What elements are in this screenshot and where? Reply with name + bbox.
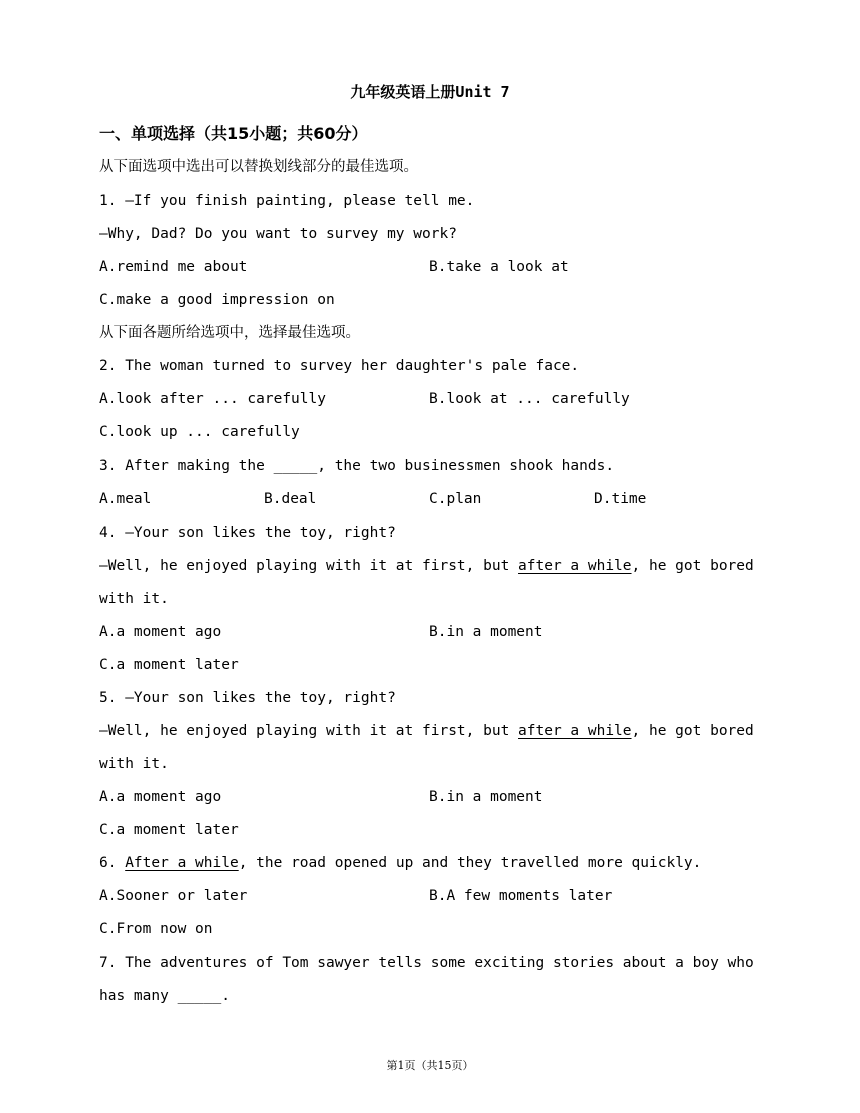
q5-line2-pre: —Well, he enjoyed playing with it at first, but bbox=[99, 723, 519, 739]
q6-number: 6. bbox=[99, 855, 126, 871]
q4-line2-post: , he got bored bbox=[631, 558, 754, 574]
q5-line2-post: , he got bored bbox=[631, 723, 754, 739]
q2-option-b: B.look at ... carefully bbox=[429, 391, 630, 407]
q5-line2 bbox=[99, 721, 754, 741]
q4-underlined-phrase: after a while bbox=[518, 558, 632, 574]
q3-option-a: A.meal bbox=[99, 491, 152, 507]
q6-line1 bbox=[99, 853, 749, 873]
q2-line1: 2. The woman turned to survey her daughter's pale face. bbox=[99, 358, 580, 374]
q1-line1: 1. —If you finish painting, please tell me. bbox=[99, 193, 475, 209]
document-title: 九年级英语上册Unit 7 bbox=[350, 83, 510, 101]
q5-option-c: C.a moment later bbox=[99, 822, 239, 838]
q5-line3: with it. bbox=[99, 756, 169, 772]
q7-line1: 7. The adventures of Tom sawyer tells some exciting stories about a boy who bbox=[99, 955, 754, 971]
q5-underlined-phrase: after a while bbox=[518, 723, 632, 739]
section-heading: 一、单项选择（共15小题；共60分） bbox=[99, 124, 368, 143]
q4-option-c: C.a moment later bbox=[99, 657, 239, 673]
instruction-1: 从下面选项中选出可以替换划线部分的最佳选项。 bbox=[99, 159, 418, 175]
q6-option-a: A.Sooner or later bbox=[99, 888, 248, 904]
q4-line2-pre: —Well, he enjoyed playing with it at first, but bbox=[99, 558, 519, 574]
q4-line3: with it. bbox=[99, 591, 169, 607]
q6-option-b: B.A few moments later bbox=[429, 888, 613, 904]
q6-underlined-phrase: After a while bbox=[125, 855, 239, 871]
q1-option-c: C.make a good impression on bbox=[99, 292, 335, 308]
q4-line2 bbox=[99, 556, 754, 576]
q6-option-c: C.From now on bbox=[99, 921, 213, 937]
q6-rest: , the road opened up and they travelled more quickly. bbox=[238, 855, 702, 871]
q3-option-c: C.plan bbox=[429, 491, 482, 507]
page-footer: 第1页（共15页） bbox=[386, 1059, 474, 1072]
q5-option-b: B.in a moment bbox=[429, 789, 543, 805]
q3-option-d: D.time bbox=[594, 491, 647, 507]
q1-line2: —Why, Dad? Do you want to survey my work? bbox=[99, 226, 457, 242]
q4-line1: 4. —Your son likes the toy, right? bbox=[99, 525, 396, 541]
q2-option-c: C.look up ... carefully bbox=[99, 424, 300, 440]
q3-line1: 3. After making the _____, the two businessmen shook hands. bbox=[99, 458, 615, 474]
q1-option-a: A.remind me about bbox=[99, 259, 248, 275]
q2-option-a: A.look after ... carefully bbox=[99, 391, 326, 407]
q5-option-a: A.a moment ago bbox=[99, 789, 222, 805]
q5-line1: 5. —Your son likes the toy, right? bbox=[99, 690, 396, 706]
q4-option-a: A.a moment ago bbox=[99, 624, 222, 640]
q1-option-b: B.take a look at bbox=[429, 259, 569, 275]
instruction-2: 从下面各题所给选项中，选择最佳选项。 bbox=[99, 325, 360, 341]
q3-option-b: B.deal bbox=[264, 491, 317, 507]
q4-option-b: B.in a moment bbox=[429, 624, 543, 640]
q7-line2: has many _____. bbox=[99, 988, 230, 1004]
